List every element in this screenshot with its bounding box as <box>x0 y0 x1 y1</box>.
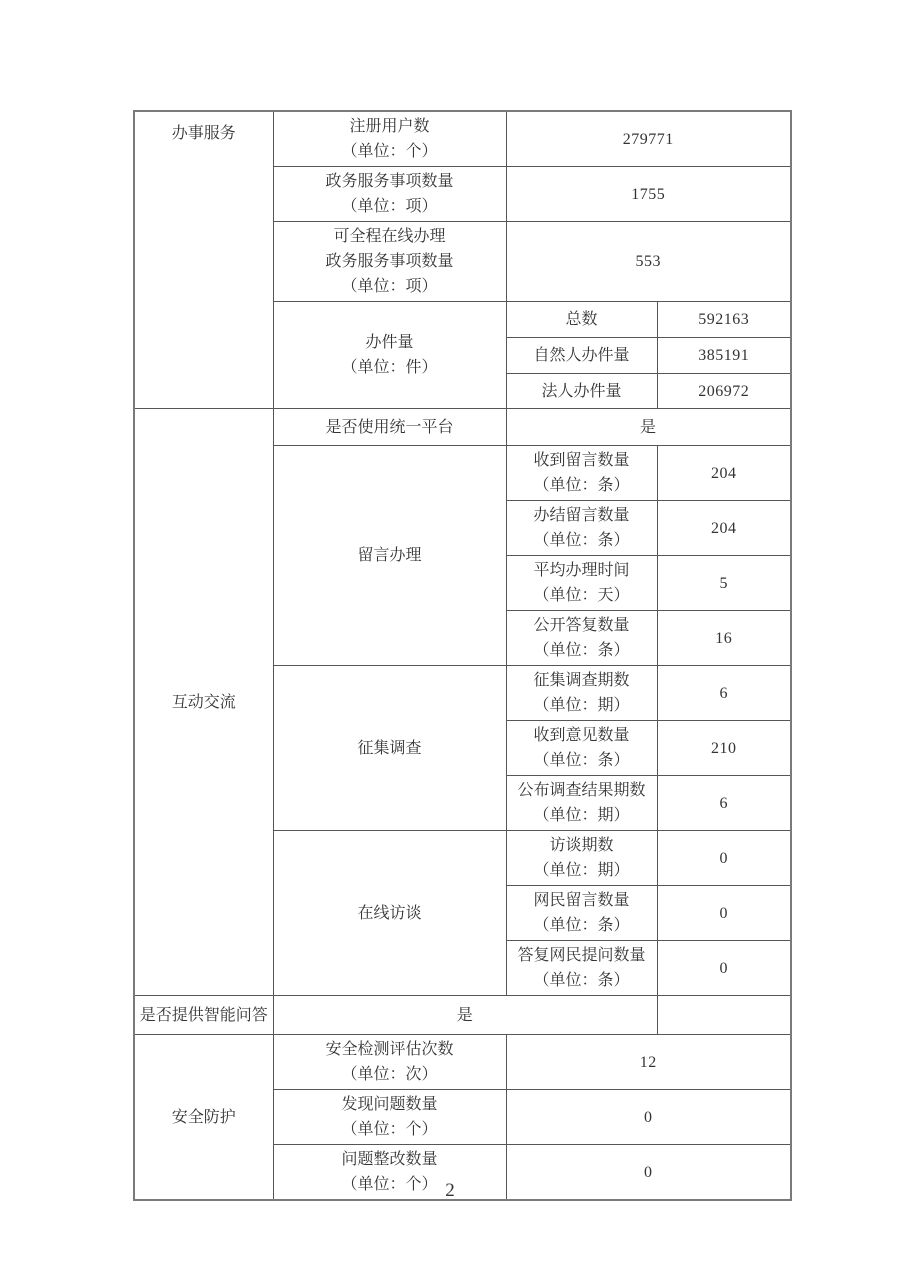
value-cell: 是 <box>506 409 791 446</box>
submetric-label-cell <box>506 721 657 776</box>
section-label-security: 安全防护 <box>134 1035 273 1201</box>
value-cell: 592163 <box>657 302 791 338</box>
value-cell: 204 <box>657 446 791 501</box>
submetric-unit: （单位：条） <box>533 972 630 989</box>
submetric-label-cell <box>506 941 657 996</box>
submetric-label: 收到意见数量 <box>533 727 630 744</box>
value-cell: 0 <box>506 1145 791 1201</box>
value-cell: 553 <box>506 222 791 302</box>
metric-label-cell <box>273 167 506 222</box>
value-cell: 204 <box>657 501 791 556</box>
value-cell: 0 <box>657 831 791 886</box>
submetric-unit: （单位：条） <box>533 532 630 549</box>
metric-label-cell <box>273 1035 506 1090</box>
submetric-label-cell: 自然人办件量 <box>506 338 657 374</box>
submetric-label-cell <box>506 776 657 831</box>
section-label-interaction: 互动交流 <box>134 409 273 996</box>
value-cell: 206972 <box>657 374 791 409</box>
submetric-unit: （单位：条） <box>533 917 630 934</box>
table-row <box>134 1035 791 1090</box>
table-row <box>134 996 791 1035</box>
metric-label-cell: 在线访谈 <box>273 831 506 996</box>
metric-label-cell: 是否提供智能问答 <box>134 996 273 1035</box>
metric-label: 政务服务事项数量 <box>325 253 454 270</box>
metric-unit: （单位：次） <box>341 1066 438 1083</box>
metric-unit: （单位：项） <box>341 198 438 215</box>
metric-label-cell: 征集调查 <box>273 666 506 831</box>
submetric-label-cell <box>506 501 657 556</box>
table-row <box>134 409 791 446</box>
submetric-label-cell <box>506 666 657 721</box>
metric-unit: （单位：个） <box>341 1176 438 1193</box>
metric-unit: （单位：件） <box>341 359 438 376</box>
metric-label: 发现问题数量 <box>341 1096 438 1113</box>
submetric-label-cell: 总数 <box>506 302 657 338</box>
value-cell: 5 <box>657 556 791 611</box>
submetric-unit: （单位：条） <box>533 477 630 494</box>
metric-label-cell <box>273 222 506 302</box>
metric-label-cell: 是否使用统一平台 <box>273 409 506 446</box>
submetric-label-cell <box>506 611 657 666</box>
value-cell: 16 <box>657 611 791 666</box>
submetric-label-cell: 法人办件量 <box>506 374 657 409</box>
submetric-label: 征集调查期数 <box>533 672 630 689</box>
section-label-service: 办事服务 <box>134 111 273 409</box>
page-number: 2 <box>445 1180 455 1201</box>
submetric-label: 网民留言数量 <box>533 892 630 909</box>
submetric-label-cell <box>506 446 657 501</box>
submetric-label: 公开答复数量 <box>533 617 630 634</box>
submetric-label: 平均办理时间 <box>533 562 630 579</box>
value-cell: 1755 <box>506 167 791 222</box>
value-cell: 6 <box>657 666 791 721</box>
submetric-unit: （单位：天） <box>533 587 630 604</box>
report-table <box>133 110 792 1201</box>
submetric-label: 答复网民提问数量 <box>517 947 646 964</box>
submetric-unit: （单位：条） <box>533 642 630 659</box>
metric-label-cell <box>273 302 506 409</box>
value-cell: 385191 <box>657 338 791 374</box>
value-cell: 是 <box>273 996 657 1035</box>
metric-label-cell: 留言办理 <box>273 446 506 666</box>
submetric-unit: （单位：条） <box>533 752 630 769</box>
submetric-label: 收到留言数量 <box>533 452 630 469</box>
metric-unit: （单位：项） <box>341 278 438 295</box>
submetric-label-cell <box>506 886 657 941</box>
value-cell: 0 <box>657 886 791 941</box>
metric-label-cell <box>273 1090 506 1145</box>
submetric-label-cell <box>506 556 657 611</box>
submetric-label-cell <box>506 831 657 886</box>
submetric-unit: （单位：期） <box>533 697 630 714</box>
metric-label: 政务服务事项数量 <box>325 173 454 190</box>
value-cell: 0 <box>506 1090 791 1145</box>
metric-label: 办件量 <box>365 334 414 351</box>
table-row <box>134 111 791 167</box>
metric-label: 安全检测评估次数 <box>325 1041 454 1058</box>
submetric-unit: （单位：期） <box>533 862 630 879</box>
submetric-label: 公布调查结果期数 <box>517 782 646 799</box>
submetric-label: 访谈期数 <box>549 837 614 854</box>
metric-unit: （单位：个） <box>341 1121 438 1138</box>
metric-label: 问题整改数量 <box>341 1151 438 1168</box>
submetric-unit: （单位：期） <box>533 807 630 824</box>
value-cell: 12 <box>506 1035 791 1090</box>
metric-label: 可全程在线办理 <box>333 228 446 245</box>
metric-label: 注册用户数 <box>349 118 430 135</box>
value-cell: 210 <box>657 721 791 776</box>
value-cell: 0 <box>657 941 791 996</box>
value-cell: 279771 <box>506 111 791 167</box>
value-cell: 6 <box>657 776 791 831</box>
submetric-label: 办结留言数量 <box>533 507 630 524</box>
metric-label-cell <box>273 111 506 167</box>
metric-unit: （单位：个） <box>341 143 438 160</box>
